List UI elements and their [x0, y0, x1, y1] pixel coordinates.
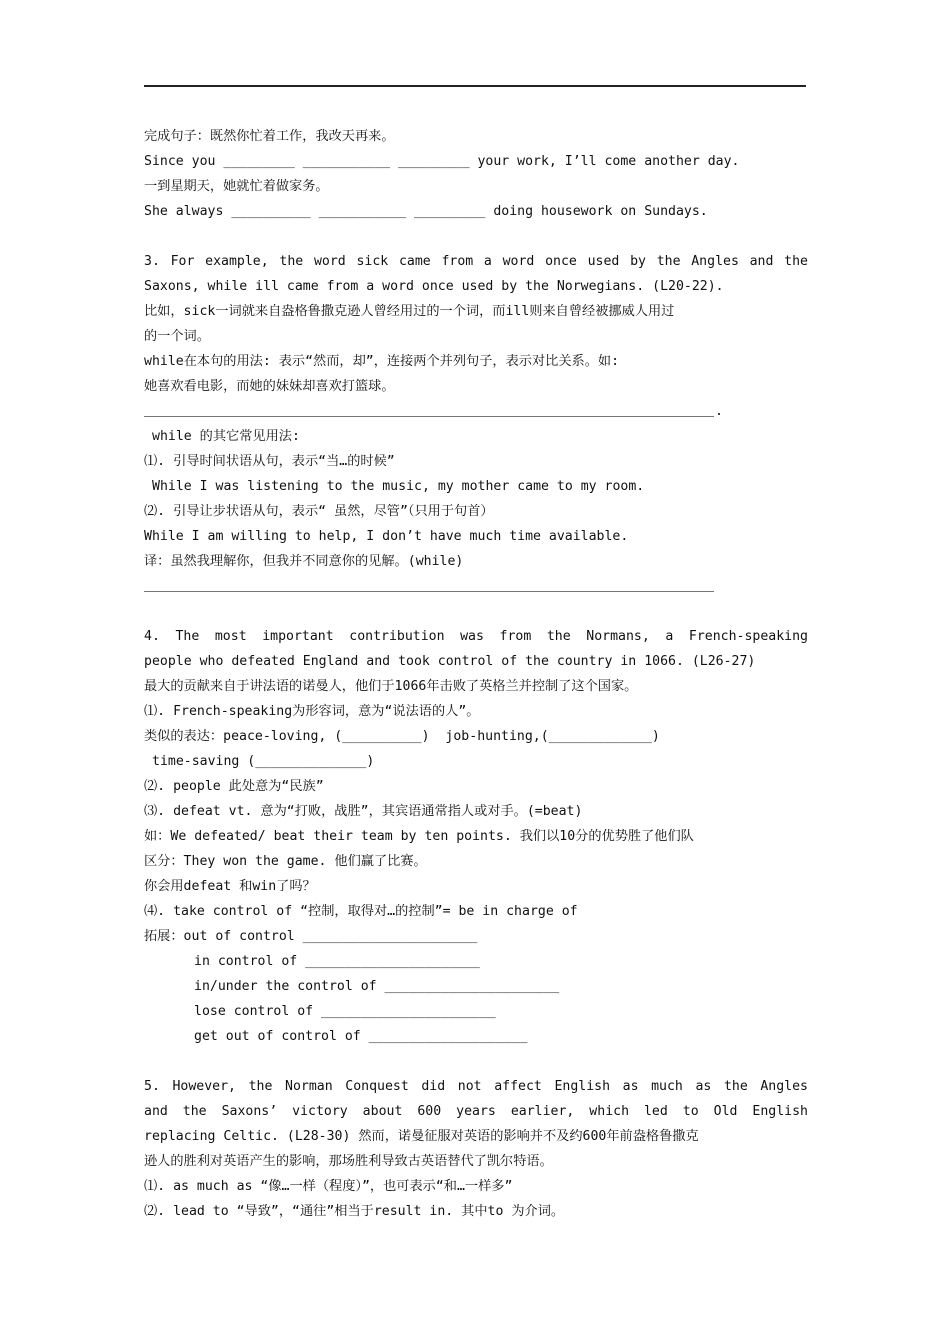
extension-item: in control of ______________________ [194, 954, 480, 969]
paragraph-zh: 最大的贡献来自于讲法语的诺曼人，他们于1066年击败了英格兰并控制了这个国家。 [144, 679, 638, 694]
exercise-sentence: She always __________ ___________ _________ doing housework on Sundays. [144, 204, 708, 219]
answer-blank [144, 591, 714, 592]
note-item: ⑴. as much as “像…一样（程度）”，也可表示“和…一样多” [144, 1179, 513, 1194]
paragraph-zh: 的一个词。 [144, 329, 210, 344]
paragraph-en: Saxons, while ill came from a word once used by the Norwegians. (L20-22). [144, 279, 724, 294]
paragraph-zh: 逊人的胜利对英语产生的影响，那场胜利导致古英语替代了凯尔特语。 [144, 1154, 553, 1169]
paragraph-en: people who defeated England and took control of the country in 1066. (L26-27) [144, 654, 756, 669]
answer-line [144, 399, 808, 424]
extension-item: lose control of ______________________ [194, 1004, 496, 1019]
note-item: ⑷. take control of “控制，取得对…的控制”= be in charge of [144, 904, 578, 919]
subheading: while 的其它常见用法: [152, 429, 300, 444]
usage-example: While I was listening to the music, my mother came to my room. [152, 479, 645, 494]
paragraph-en: and the Saxons’ victory about 600 years earlier, which led to Old English [144, 1104, 808, 1119]
usage-note: while在本句的用法: 表示“然而，却”，连接两个并列句子，表示对比关系。如: [144, 354, 620, 369]
note-item: ⑵. people 此处意为“民族” [144, 779, 324, 794]
header-rule [144, 85, 806, 87]
usage-example: While I am willing to help, I don’t have much time available. [144, 529, 629, 544]
usage-item: ⑵. 引导让步状语从句，表示“ 虽然，尽管”（只用于句首） [144, 504, 494, 519]
exercise-title: 一到星期天，她就忙着做家务。 [144, 179, 329, 194]
exercise-sentence: Since you _________ ___________ _________ your work, I’ll come another day. [144, 154, 740, 169]
answer-period: . [715, 404, 723, 419]
paragraph-en: 5. However, the Norman Conquest did not affect English as much as the Angles [144, 1079, 808, 1094]
paragraph-mixed: replacing Celtic. (L28-30) 然而，诺曼征服对英语的影响并不及约600年前盎格鲁撒克 [144, 1129, 699, 1144]
answer-blank [144, 416, 714, 417]
document-body [144, 124, 808, 1224]
translate-task: 译：虽然我理解你，但我并不同意你的见解。(while) [144, 554, 464, 569]
note-item: ⑴. French-speaking为形容词，意为“说法语的人”。 [144, 704, 480, 719]
extension-item: in/under the control of ______________________ [194, 979, 560, 994]
note-item: ⑶. defeat vt. 意为“打败，战胜”，其宾语通常指人或对手。(=beat) [144, 804, 583, 819]
exercise-title: 完成句子：既然你忙着工作，我改天再来。 [144, 129, 395, 144]
spacer [144, 224, 808, 249]
extension-item: get out of control of ____________________ [194, 1029, 528, 1044]
similar-expressions: 类似的表达：peace-loving, (__________) job-hunting,(_____________) [144, 729, 660, 744]
spacer [144, 1049, 808, 1074]
extension-item: 拓展：out of control ______________________ [144, 929, 478, 944]
answer-line [144, 574, 808, 599]
example-line: 如：We defeated/ beat their team by ten points. 我们以10分的优势胜了他们队 [144, 829, 694, 844]
note-item: ⑵. lead to “导致”，“通往”相当于result in. 其中to 为介词。 [144, 1204, 565, 1219]
similar-expressions: time-saving (______________) [152, 754, 375, 769]
paragraph-en: 3. For example, the word sick came from a word once used by the Angles and the [144, 254, 808, 269]
question-line: 你会用defeat 和win了吗？ [144, 879, 316, 894]
usage-item: ⑴. 引导时间状语从句，表示“当…的时候” [144, 454, 395, 469]
example-line: 区分：They won the game. 他们赢了比赛。 [144, 854, 427, 869]
example-zh: 她喜欢看电影，而她的妹妹却喜欢打篮球。 [144, 379, 395, 394]
paragraph-zh: 比如，sick一词就来自盎格鲁撒克逊人曾经用过的一个词，而ill则来自曾经被挪威人用过 [144, 304, 675, 319]
spacer [144, 599, 808, 624]
paragraph-en: 4. The most important contribution was from the Normans, a French-speaking [144, 629, 808, 644]
